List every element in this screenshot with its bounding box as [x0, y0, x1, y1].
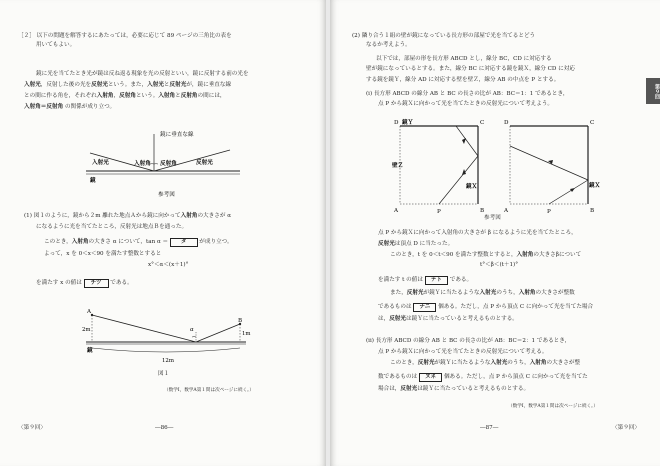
incidence-angle-label: 入射角 [134, 161, 151, 167]
answer-box-chitsu[interactable]: チツ [84, 279, 109, 288]
paragraph-line-2: 入射光，反射した後の光を反射光という。また，入射光と反射光が，鏡に垂直な線 [24, 82, 232, 88]
sub-i-line-1: (i) 長方形 ABCD の線分 AB と BC の長さの比が AB：BC＝1：1 であるとき， [366, 91, 569, 97]
label-b: B [238, 318, 243, 324]
label-wall-z: 壁Ｚ [392, 163, 404, 169]
reflection-angle-label: 反射角 [160, 161, 177, 167]
perpendicular-label: 鏡に垂直な線 [160, 132, 194, 138]
sub-ii-line-4: 数であるものは ヌネ 個ある。ただし，点 P から頂点 C に向かって光を当てた [378, 374, 588, 380]
label-mirror-y-left: 鏡Ｙ [402, 120, 414, 126]
question-1-line-6: を満たす x の値は チツ である。 [36, 280, 133, 286]
question-2-line-3: 以下では，部屋の形を長方形 ABCD とし，線分 BC，CD に対応する [376, 56, 552, 62]
sub-ii-line-2: 点 P から鏡Ｘに向かって光を当てたときの反射光について考える。 [378, 349, 548, 355]
footer-round-right: 〈第９回〉 [612, 425, 640, 431]
label-d-right: D [504, 120, 509, 126]
question-1-line-2: になるように光を当てたところ，反射光は地点Ｂを通った。 [36, 224, 188, 230]
label-a-right: A [504, 208, 509, 214]
page-number-87: ―87― [480, 425, 499, 431]
label-d-left: D [394, 120, 399, 126]
question-1-line-3: このとき，入射角の大きさ α について，tan α ＝ タ が成り立つ。 [44, 239, 233, 245]
sub-i-line-10: は，反射光は鏡Ｙに当たっていると考えるものとする。 [378, 316, 518, 322]
reference-diagram-caption: 参考図 [158, 192, 175, 198]
answer-box-nune[interactable]: ヌネ [419, 373, 442, 382]
footer-round-left: 〈第９回〉 [18, 425, 46, 431]
answer-box-nani[interactable]: ナニ [413, 303, 436, 312]
label-1m: 1m [242, 331, 251, 337]
label-c-left: C [480, 120, 485, 126]
question-2-line-1: (2) 隣り合う１組の壁が鏡になっている長方形の部屋で光を当てるとどう [352, 33, 536, 39]
sub-i-line-2: 点 P から鏡Ｘに向かって光を当てたときの反射光について考えよう。 [378, 101, 554, 107]
label-2m: 2m [82, 327, 91, 333]
sub-i-line-9: であるものは ナニ 個ある。ただし，点 P から頂点 C に向かって光を当てた場合 [378, 304, 594, 310]
label-b-left: B [480, 208, 485, 214]
room-reference-diagram [392, 116, 604, 216]
question-1-marker: (1) [24, 213, 32, 219]
sub-i-marker: (i) [366, 91, 373, 97]
paragraph-line-4: 入射角＝反射角 の関係が成り立つ。 [24, 104, 116, 110]
question-2-marker-right: (2) [352, 33, 360, 39]
question-2-line-4: 壁が鏡になっているとする。また，線分 BC に対応する鏡を鏡Ｘ，線分 CD に対応 [366, 66, 575, 72]
reflection-reference-diagram [80, 128, 250, 198]
page-number-86: ―86― [155, 425, 174, 431]
sub-ii-line-5: 場合は，反射光は鏡Ｙに当たっていると考えるものとする。 [378, 386, 530, 392]
question-2-marker: ［２］ [18, 33, 35, 39]
label-a-left: A [394, 208, 399, 214]
figure-1-caption: 図１ [158, 371, 170, 377]
sub-ii-line-1: (ii) 長方形 ABCD の線分 AB と BC の長さの比が AB：BC＝2：1 であるとき， [366, 338, 571, 344]
label-mirror-x-right: 鏡Ｘ [589, 183, 601, 189]
label-alpha: α [190, 327, 194, 333]
continued-note-right: （数学Ⅰ，数学A第１問は次ページに続く。） [508, 404, 598, 409]
point-a [91, 314, 93, 316]
label-c-right: C [590, 120, 595, 126]
figure-1-reflected-ray [196, 324, 240, 342]
paragraph-line-1: 鏡に光を当てたとき光が鏡は反ね返る現象を光の反射といい，鏡に反射する前の光を [36, 71, 249, 77]
sub-i-line-3: 点 P から鏡Ｘに向かって入射角の大きさが β になるように光を当てたところ， [378, 230, 577, 236]
sub-ii-marker: (ii) [366, 338, 374, 344]
label-12m: 12m [162, 358, 174, 364]
label-p-left: P [437, 209, 441, 215]
label-mirror-x-left: 鏡Ｘ [466, 184, 478, 190]
paragraph-line-3: との間に作る角を，それぞれ入射角，反射角という。入射角と反射角の間には， [24, 93, 226, 99]
sub-i-line-8: また，反射光が鏡Ｙに当たるような入射光のうち，入射角の大きさが整数 [390, 290, 575, 296]
answer-box-tete[interactable]: テト [425, 276, 448, 285]
continued-note-left: （数学Ⅰ，数学A第１問は次ページに続く。） [164, 388, 254, 393]
room-diagram-caption: 参考図 [484, 215, 501, 221]
label-a: A [87, 309, 92, 315]
sub-i-line-5: このとき，t を 0＜t＜90 を満たす整数とすると，入射角の大きさβについて [390, 252, 582, 258]
label-p-right: P [547, 209, 551, 215]
mirror-label: 鏡 [90, 178, 96, 184]
answer-box-ta[interactable]: タ [170, 238, 198, 247]
question-2-line-5: する鏡を鏡Ｙ，線分 AD に対応する壁を壁Ｚ，線分 AB の中点を P とする。 [366, 77, 560, 83]
figure-1-incident-ray [92, 315, 196, 342]
sub-i-line-4: 反射光は頂点 D に当たった。 [378, 241, 454, 247]
left-page [0, 0, 326, 466]
distance-brace [92, 348, 240, 352]
question-2-intro-line-1: ［２］ 以下の問題を解答するにあたっては，必要に応じて 89 ページの三角比の表を [18, 33, 232, 39]
sub-ii-line-3: このとき，反射光が鏡Ｙに当たるような入射光のうち，入射角の大きさが整 [390, 360, 581, 366]
reflected-light-label: 反射光 [196, 160, 213, 166]
sub-i-line-7: を満たす t の値は テト である。 [378, 277, 473, 283]
label-b-right: B [590, 208, 595, 214]
question-1-line-1: (1) 図１のように，鏡から２m 離れた地点Ａから鏡に向かって入射角の大きさが α [24, 213, 231, 219]
right-page [330, 0, 660, 466]
question-1-inequality: x°＜α＜(x＋1)° [148, 262, 189, 268]
round-tab: 第９回 [646, 78, 660, 104]
question-2-line-2: なるか考えよう。 [366, 42, 411, 48]
sub-i-inequality: t°＜β＜(t＋1)° [480, 262, 519, 268]
question-2-intro-line-2: 用いてもよい。 [36, 42, 76, 48]
figure-1-mirror-label: 鏡 [87, 348, 93, 354]
question-1-line-4: よって，x を 0＜x＜90 を満たす整数とすると [44, 251, 162, 257]
incident-light-label: 入射光 [92, 160, 109, 166]
figure-1 [82, 304, 252, 366]
